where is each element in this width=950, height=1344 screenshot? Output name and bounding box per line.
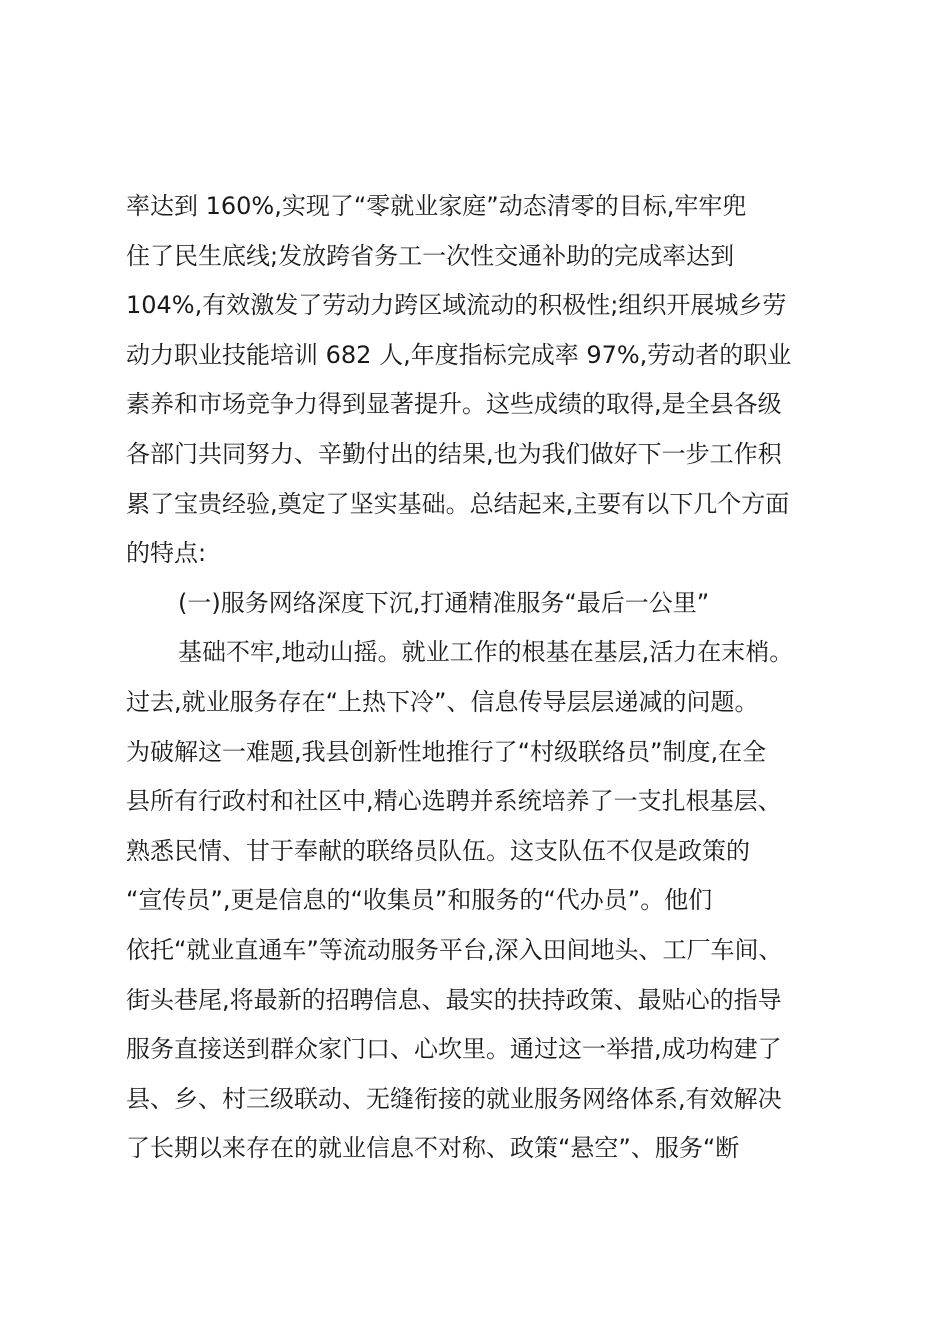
text-line: 各部门共同努力、辛勤付出的结果,也为我们做好下一步工作积 <box>126 439 782 468</box>
text-line: 动力职业技能培训 682 人,年度指标完成率 97%,劳动者的职业 <box>126 340 792 369</box>
text-line: 为破解这一难题,我县创新性地推行了“村级联络员”制度,在全 <box>126 737 767 766</box>
section-heading: (一)服务网络深度下沉,打通精准服务“最后一公里” <box>178 588 710 617</box>
text-line: 住了民生底线;发放跨省务工一次性交通补助的完成率达到 <box>126 241 735 270</box>
text-line: 依托“就业直通车”等流动服务平台,深入田间地头、工厂车间、 <box>126 935 783 964</box>
text-line: 服务直接送到群众家门口、心坎里。通过这一举措,成功构建了 <box>126 1035 782 1064</box>
body-text <box>126 182 836 1174</box>
text-line: 县所有行政村和社区中,精心选聘并系统培养了一支扎根基层、 <box>126 787 782 816</box>
text-line: “宣传员”,更是信息的“收集员”和服务的“代办员”。他们 <box>126 886 713 915</box>
text-line: 的特点: <box>126 539 207 568</box>
text-line: 过去,就业服务存在“上热下冷”、信息传导层层递减的问题。 <box>126 687 759 716</box>
text-line: 熟悉民情、甘于奉献的联络员队伍。这支队伍不仅是政策的 <box>126 836 750 865</box>
text-line: 素养和市场竞争力得到显著提升。这些成绩的取得,是全县各级 <box>126 390 782 419</box>
text-line: 累了宝贵经验,奠定了坚实基础。总结起来,主要有以下几个方面 <box>126 489 790 518</box>
text-line: 街头巷尾,将最新的招聘信息、最实的扶持政策、最贴心的指导 <box>126 985 782 1014</box>
text-line: 104%,有效激发了劳动力跨区域流动的积极性;组织开展城乡劳 <box>126 291 787 320</box>
text-line: 基础不牢,地动山摇。就业工作的根基在基层,活力在末梢。 <box>178 638 794 667</box>
text-line: 县、乡、村三级联动、无缝衔接的就业服务网络体系,有效解决 <box>126 1084 782 1113</box>
text-line: 率达到 160%,实现了“零就业家庭”动态清零的目标,牢牢兜 <box>126 192 747 220</box>
text-line: 了长期以来存在的就业信息不对称、政策“悬空”、服务“断 <box>126 1134 740 1163</box>
